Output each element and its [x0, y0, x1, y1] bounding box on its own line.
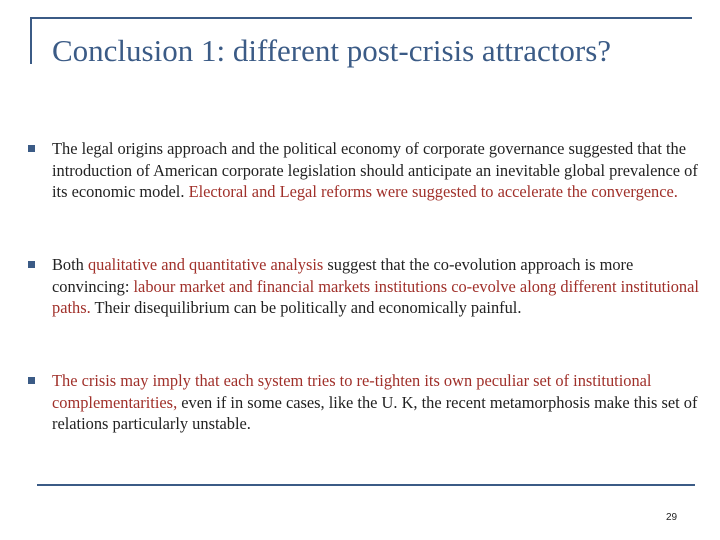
- bullet-1-text: The legal origins approach and the political economy of corporate governance suggested that the introduction of American corporate legislation should anticipate an inevitable global prevalence of its economic model.: [52, 139, 698, 201]
- bullet-2-text-b: suggest that the co-evolution approach is more convincing:: [52, 255, 634, 296]
- bullet-2-highlight-b: labour market and financial markets institutions co-evolve along different institutional paths.: [52, 276, 699, 317]
- page-number: 29: [666, 512, 678, 523]
- slide-title: Conclusion 1: different post-crisis attractors?: [52, 33, 612, 68]
- bullet-3: [52, 370, 704, 435]
- title-frame-horizontal-line: [30, 17, 692, 19]
- bullet-2-text-c: Their disequilibrium can be politically and economically painful.: [90, 298, 522, 317]
- bullet-2: [52, 254, 704, 319]
- footer-divider: [37, 484, 695, 486]
- title-frame-vertical-line: [30, 18, 32, 64]
- bullet-3-text: even if in some cases, like the U. K, the recent metamorphosis make this set of relations particularly unstable.: [52, 392, 698, 433]
- bullet-3-highlight: The crisis may imply that each system tries to re-tighten its own peculiar set of institutional complementarities,: [52, 371, 652, 412]
- bullet-1-highlight: Electoral and Legal reforms were suggested to accelerate the convergence.: [188, 182, 678, 201]
- square-bullet-icon: [28, 145, 35, 152]
- bullet-1: [52, 138, 704, 203]
- bullet-2-highlight-a: qualitative and quantitative analysis: [87, 255, 324, 274]
- square-bullet-icon: [28, 377, 35, 384]
- bullet-2-text-a: Both: [52, 255, 88, 274]
- square-bullet-icon: [28, 261, 35, 268]
